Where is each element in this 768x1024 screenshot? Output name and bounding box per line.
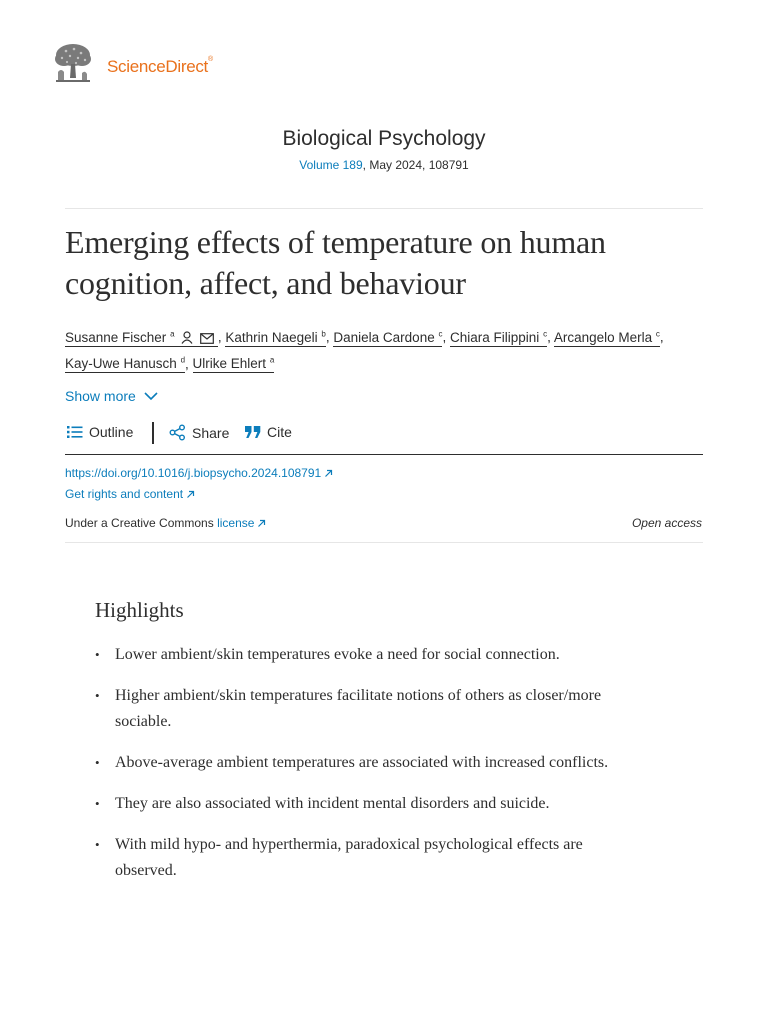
elsevier-tree-logo-icon[interactable]	[52, 42, 94, 84]
journal-title-link[interactable]: Biological Psychology	[282, 127, 486, 150]
license-prefix: Under a Creative Commons	[65, 516, 218, 530]
external-link-icon	[257, 519, 266, 528]
issue-details: , May 2024, 108791	[362, 158, 469, 172]
author-link[interactable]: Susanne Fischer $^a$	[65, 330, 218, 347]
share-label: Share	[192, 424, 230, 441]
cite-button[interactable]	[245, 424, 292, 440]
article-title: Emerging effects of temperature on human cognition, affect, and behaviour	[65, 224, 606, 301]
person-icon	[181, 331, 193, 344]
highlights-heading: Highlights	[95, 598, 184, 622]
list-item: • Lower ambient/skin temperatures evoke a need for social connection.	[95, 642, 615, 668]
divider	[65, 208, 703, 209]
show-more-label: Show more	[65, 388, 136, 404]
highlights-list	[95, 642, 615, 899]
sciencedirect-wordmark[interactable]: ScienceDirect®	[107, 56, 213, 76]
author-link[interactable]: Kathrin Naegeli $^b$	[225, 329, 326, 345]
author-list: Susanne Fischer $^a$ , Kathrin Naegeli $^b$, Daniela Cardone $^c$, Chiara Filippini $^c$, Arcangelo Merla $^c$, Kay-Uwe Hanusch $^d$, Ulrike Ehlert $^a$	[65, 329, 664, 371]
doi-link[interactable]: https://doi.org/10.1016/j.biopsycho.2024.108791	[65, 466, 333, 480]
outline-label: Outline	[89, 424, 134, 440]
issue-line	[0, 158, 768, 172]
license-line	[65, 516, 266, 530]
list-item: • Higher ambient/skin temperatures facilitate notions of others as closer/more sociable.	[95, 683, 615, 735]
author-link[interactable]: Arcangelo Merla $^c$	[553, 329, 660, 345]
list-item: • Above-average ambient temperatures are associated with increased conflicts.	[95, 750, 615, 776]
list-item: • With mild hypo- and hyperthermia, paradoxical psychological effects are observed.	[95, 832, 615, 884]
registered-mark: ®	[207, 56, 213, 63]
rights-link[interactable]: Get rights and content	[65, 487, 195, 501]
license-link[interactable]: license	[217, 516, 266, 530]
list-item: • They are also associated with incident mental disorders and suicide.	[95, 791, 615, 817]
open-access-badge: Open access	[631, 516, 702, 530]
list-icon	[67, 425, 83, 439]
cite-label: Cite	[267, 424, 292, 440]
show-more-button[interactable]	[65, 388, 158, 404]
author-link[interactable]: Kay-Uwe Hanusch $^d$	[65, 355, 186, 371]
author-link[interactable]: Chiara Filippini $^c$	[450, 329, 548, 345]
chevron-down-icon	[144, 392, 158, 401]
toolbar-separator	[152, 422, 154, 444]
share-button[interactable]	[169, 424, 229, 441]
article-toolbar	[65, 420, 703, 455]
volume-link[interactable]: Volume 189	[299, 158, 363, 172]
author-link[interactable]: Daniela Cardone $^c$	[333, 329, 443, 345]
divider	[65, 542, 703, 543]
outline-button[interactable]	[67, 424, 133, 440]
email-icon	[200, 333, 214, 344]
external-link-icon	[324, 469, 333, 478]
quote-icon	[245, 425, 261, 439]
external-link-icon	[186, 490, 195, 499]
share-icon	[169, 424, 186, 441]
author-link[interactable]: Ulrike Ehlert $^a$	[192, 355, 275, 371]
